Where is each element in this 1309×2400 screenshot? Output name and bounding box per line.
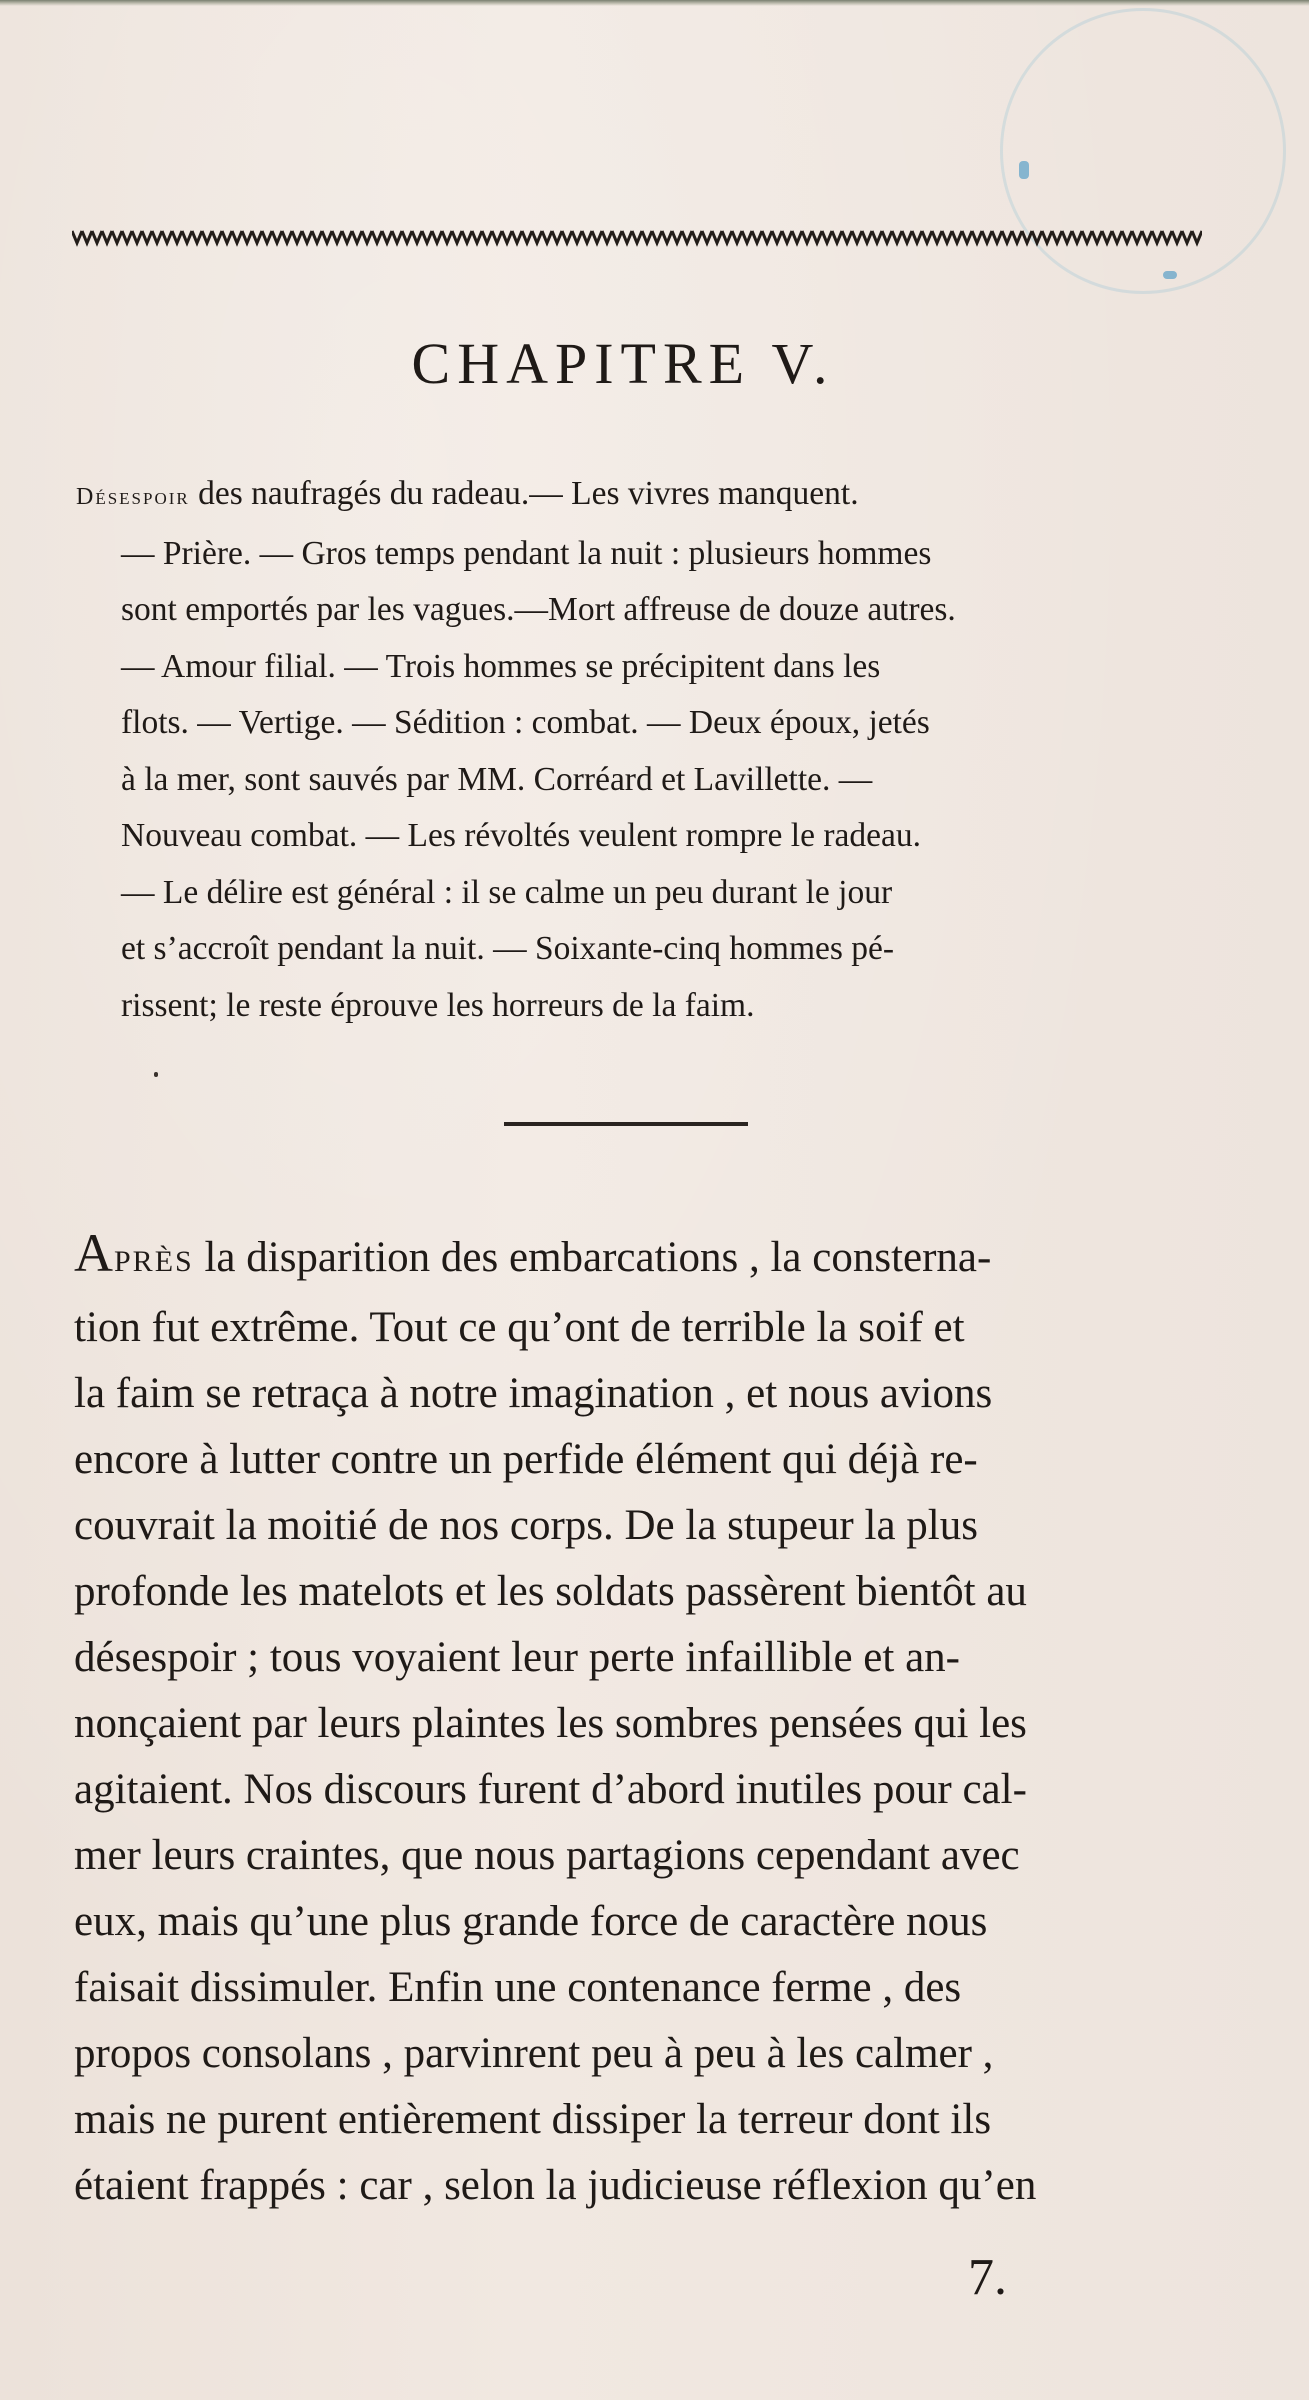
body-line: mer leurs craintes, que nous partagions cependant avec [74, 1832, 1020, 1879]
body-line: encore à lutter contre un perfide élément qui déjà re- [74, 1436, 978, 1483]
summary-line: — Prière. — Gros temps pendant la nuit : plusieurs hommes [121, 534, 932, 572]
body-line: agitaient. Nos discours furent d’abord inutiles pour cal- [74, 1766, 1027, 1813]
body-line: tion fut extrême. Tout ce qu’ont de terrible la soif et [74, 1304, 965, 1351]
chapter-title: CHAPITRE V. [411, 331, 835, 396]
summary-line: Nouveau combat. — Les révoltés veulent rompre le radeau. [121, 817, 921, 854]
body-line: propos consolans , parvinrent peu à peu à les calmer , [74, 2030, 994, 2077]
body-line: nonçaient par leurs plaintes les sombres pensées qui les [74, 1700, 1027, 1747]
summary-lead-word: Désespoir [76, 484, 190, 510]
ornamental-border [72, 226, 1202, 248]
summary-line: rissent; le reste éprouve les horreurs de la faim. [121, 986, 755, 1024]
small-caps-word: PRÈS [114, 1245, 194, 1278]
summary-line: flots. — Vertige. — Sédition : combat. — Deux époux, jetés [121, 704, 930, 741]
body-line: profonde les matelots et les soldats passèrent bientôt au [74, 1568, 1027, 1615]
body-line: couvrait la moitié de nos corps. De la stupeur la plus [74, 1502, 978, 1549]
page-top-edge [0, 0, 1309, 6]
body-line: APRÈS la disparition des embarcations , la consterna- [74, 1223, 992, 1283]
body-line: la faim se retraça à notre imagination , et nous avions [74, 1370, 993, 1417]
summary-line: — Amour filial. — Trois hommes se précipitent dans les [121, 647, 881, 685]
body-line: étaient frappés : car , selon la judicieuse réflexion qu’en [74, 2162, 1037, 2209]
library-stamp-mark [1000, 8, 1286, 294]
summary-line: Désespoir des naufragés du radeau.— Les vivres manquent. [76, 475, 859, 512]
body-line: désespoir ; tous voyaient leur perte infaillible et an- [74, 1634, 960, 1681]
chapter-body-text [74, 1220, 1204, 2219]
drop-capital: A [74, 1223, 114, 1283]
page-number: 7. [968, 2249, 1007, 2306]
stamp-ink-dot [1019, 161, 1029, 179]
summary-line: — Le délire est général : il se calme un peu durant le jour [121, 873, 893, 911]
body-line: faisait dissimuler. Enfin une contenance ferme , des [74, 1964, 962, 2011]
section-divider-rule [504, 1122, 748, 1126]
body-line: eux, mais qu’une plus grande force de caractère nous [74, 1898, 988, 1945]
summary-line: et s’accroît pendant la nuit. — Soixante-cinq hommes pé- [121, 930, 895, 967]
body-line: mais ne purent entièrement dissiper la terreur dont ils [74, 2096, 992, 2143]
stamp-ink-dot [1163, 271, 1177, 279]
chapter-summary [76, 466, 1196, 1034]
ink-speck [154, 1072, 158, 1077]
summary-line: à la mer, sont sauvés par MM. Corréard et Lavillette. — [121, 760, 873, 798]
summary-line: sont emportés par les vagues.—Mort affreuse de douze autres. [121, 591, 956, 628]
